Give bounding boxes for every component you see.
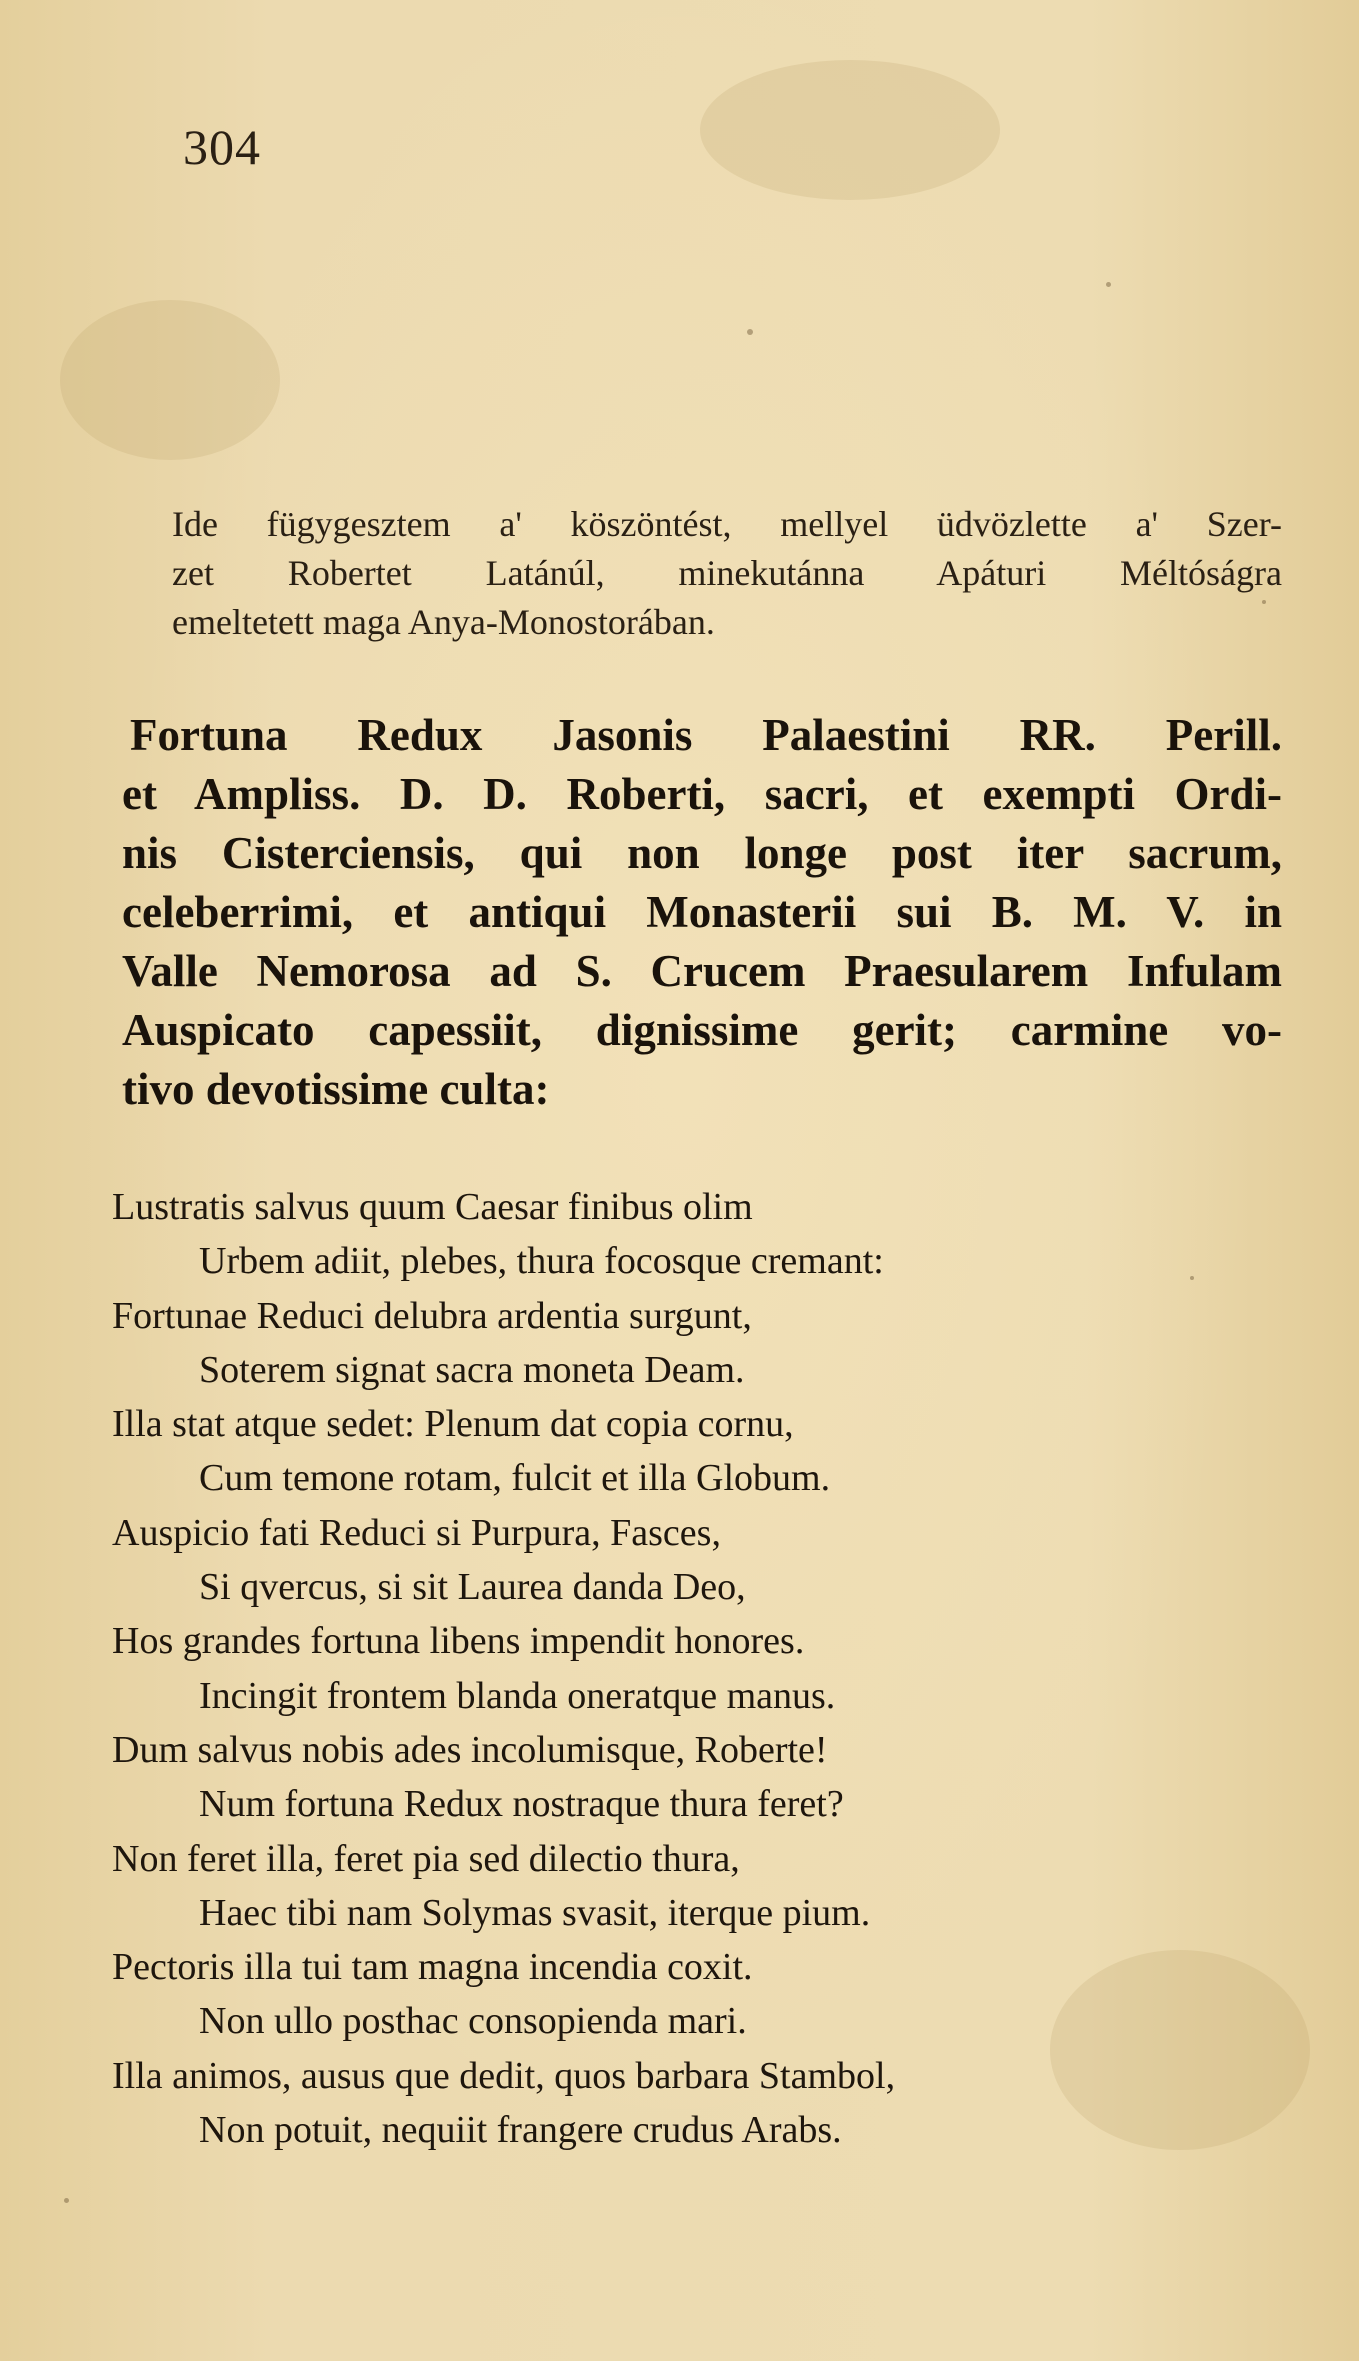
poem-verse: Dum salvus nobis ades incolumisque, Roberte! xyxy=(112,1728,828,1771)
page-number: 304 xyxy=(183,119,261,175)
poem-verse: Auspicio fati Reduci si Purpura, Fasces, xyxy=(112,1511,721,1554)
poem-verse: Pectoris illa tui tam magna incendia coxit. xyxy=(112,1946,753,1989)
paper-speck xyxy=(1106,282,1111,287)
poem-verse: Soterem signat sacra moneta Deam. xyxy=(199,1348,745,1391)
poem-verse: Fortunae Reduci delubra ardentia surgunt, xyxy=(112,1294,752,1337)
poem-body xyxy=(112,1180,1282,2157)
heading-line: et Ampliss. D. D. Roberti, sacri, et exempti Ordi- xyxy=(122,769,1282,819)
poem-verse: Num fortuna Redux nostraque thura feret? xyxy=(199,1783,844,1826)
heading-line: tivo devotissime culta: xyxy=(122,1064,550,1114)
paper-speck xyxy=(64,2198,69,2203)
poem-verse: Illa animos, ausus que dedit, quos barbara Stambol, xyxy=(112,2054,896,2097)
intro-line: Ide fügygesztem a' köszöntést, mellyel üdvözlette a' Szer- xyxy=(172,504,1282,544)
poem-verse: Non feret illa, feret pia sed dilectio thura, xyxy=(112,1837,740,1880)
poem-verse: Non ullo posthac consopienda mari. xyxy=(199,2000,747,2043)
heading-line: Valle Nemorosa ad S. Crucem Praesularem Infulam xyxy=(122,946,1282,996)
poem-verse: Incingit frontem blanda oneratque manus. xyxy=(199,1674,836,1717)
intro-line: emeltetett maga Anya-Monostorában. xyxy=(172,602,715,642)
poem-verse: Lustratis salvus quum Caesar finibus olim xyxy=(112,1186,753,1228)
heading-line: nis Cisterciensis, qui non longe post iter sacrum, xyxy=(122,828,1282,878)
poem-verse: Si qvercus, si sit Laurea danda Deo, xyxy=(199,1566,746,1609)
paper-speck xyxy=(747,329,753,335)
poem-verse: Cum temone rotam, fulcit et illa Globum. xyxy=(199,1457,831,1500)
intro-line: zet Robertet Latánúl, minekutánna Apáturi Méltóságra xyxy=(172,553,1282,593)
poem-verse: Haec tibi nam Solymas svasit, iterque pium. xyxy=(199,1891,871,1934)
heading-line: Auspicato capessiit, dignissime gerit; carmine vo- xyxy=(122,1005,1282,1055)
poem-heading xyxy=(122,706,1282,1119)
poem-verse: Illa stat atque sedet: Plenum dat copia cornu, xyxy=(112,1403,794,1446)
paper-stain xyxy=(700,60,1000,200)
poem-verse: Non potuit, nequiit frangere crudus Arabs. xyxy=(199,2109,842,2152)
heading-line: Fortuna Redux Jasonis Palaestini RR. Perill. xyxy=(130,710,1282,760)
intro-paragraph xyxy=(172,500,1282,647)
poem-verse: Hos grandes fortuna libens impendit honores. xyxy=(112,1620,805,1663)
heading-line: celeberrimi, et antiqui Monasterii sui B. M. V. in xyxy=(122,887,1282,937)
poem-verse: Urbem adiit, plebes, thura focosque cremant: xyxy=(199,1240,884,1283)
paper-stain xyxy=(60,300,280,460)
